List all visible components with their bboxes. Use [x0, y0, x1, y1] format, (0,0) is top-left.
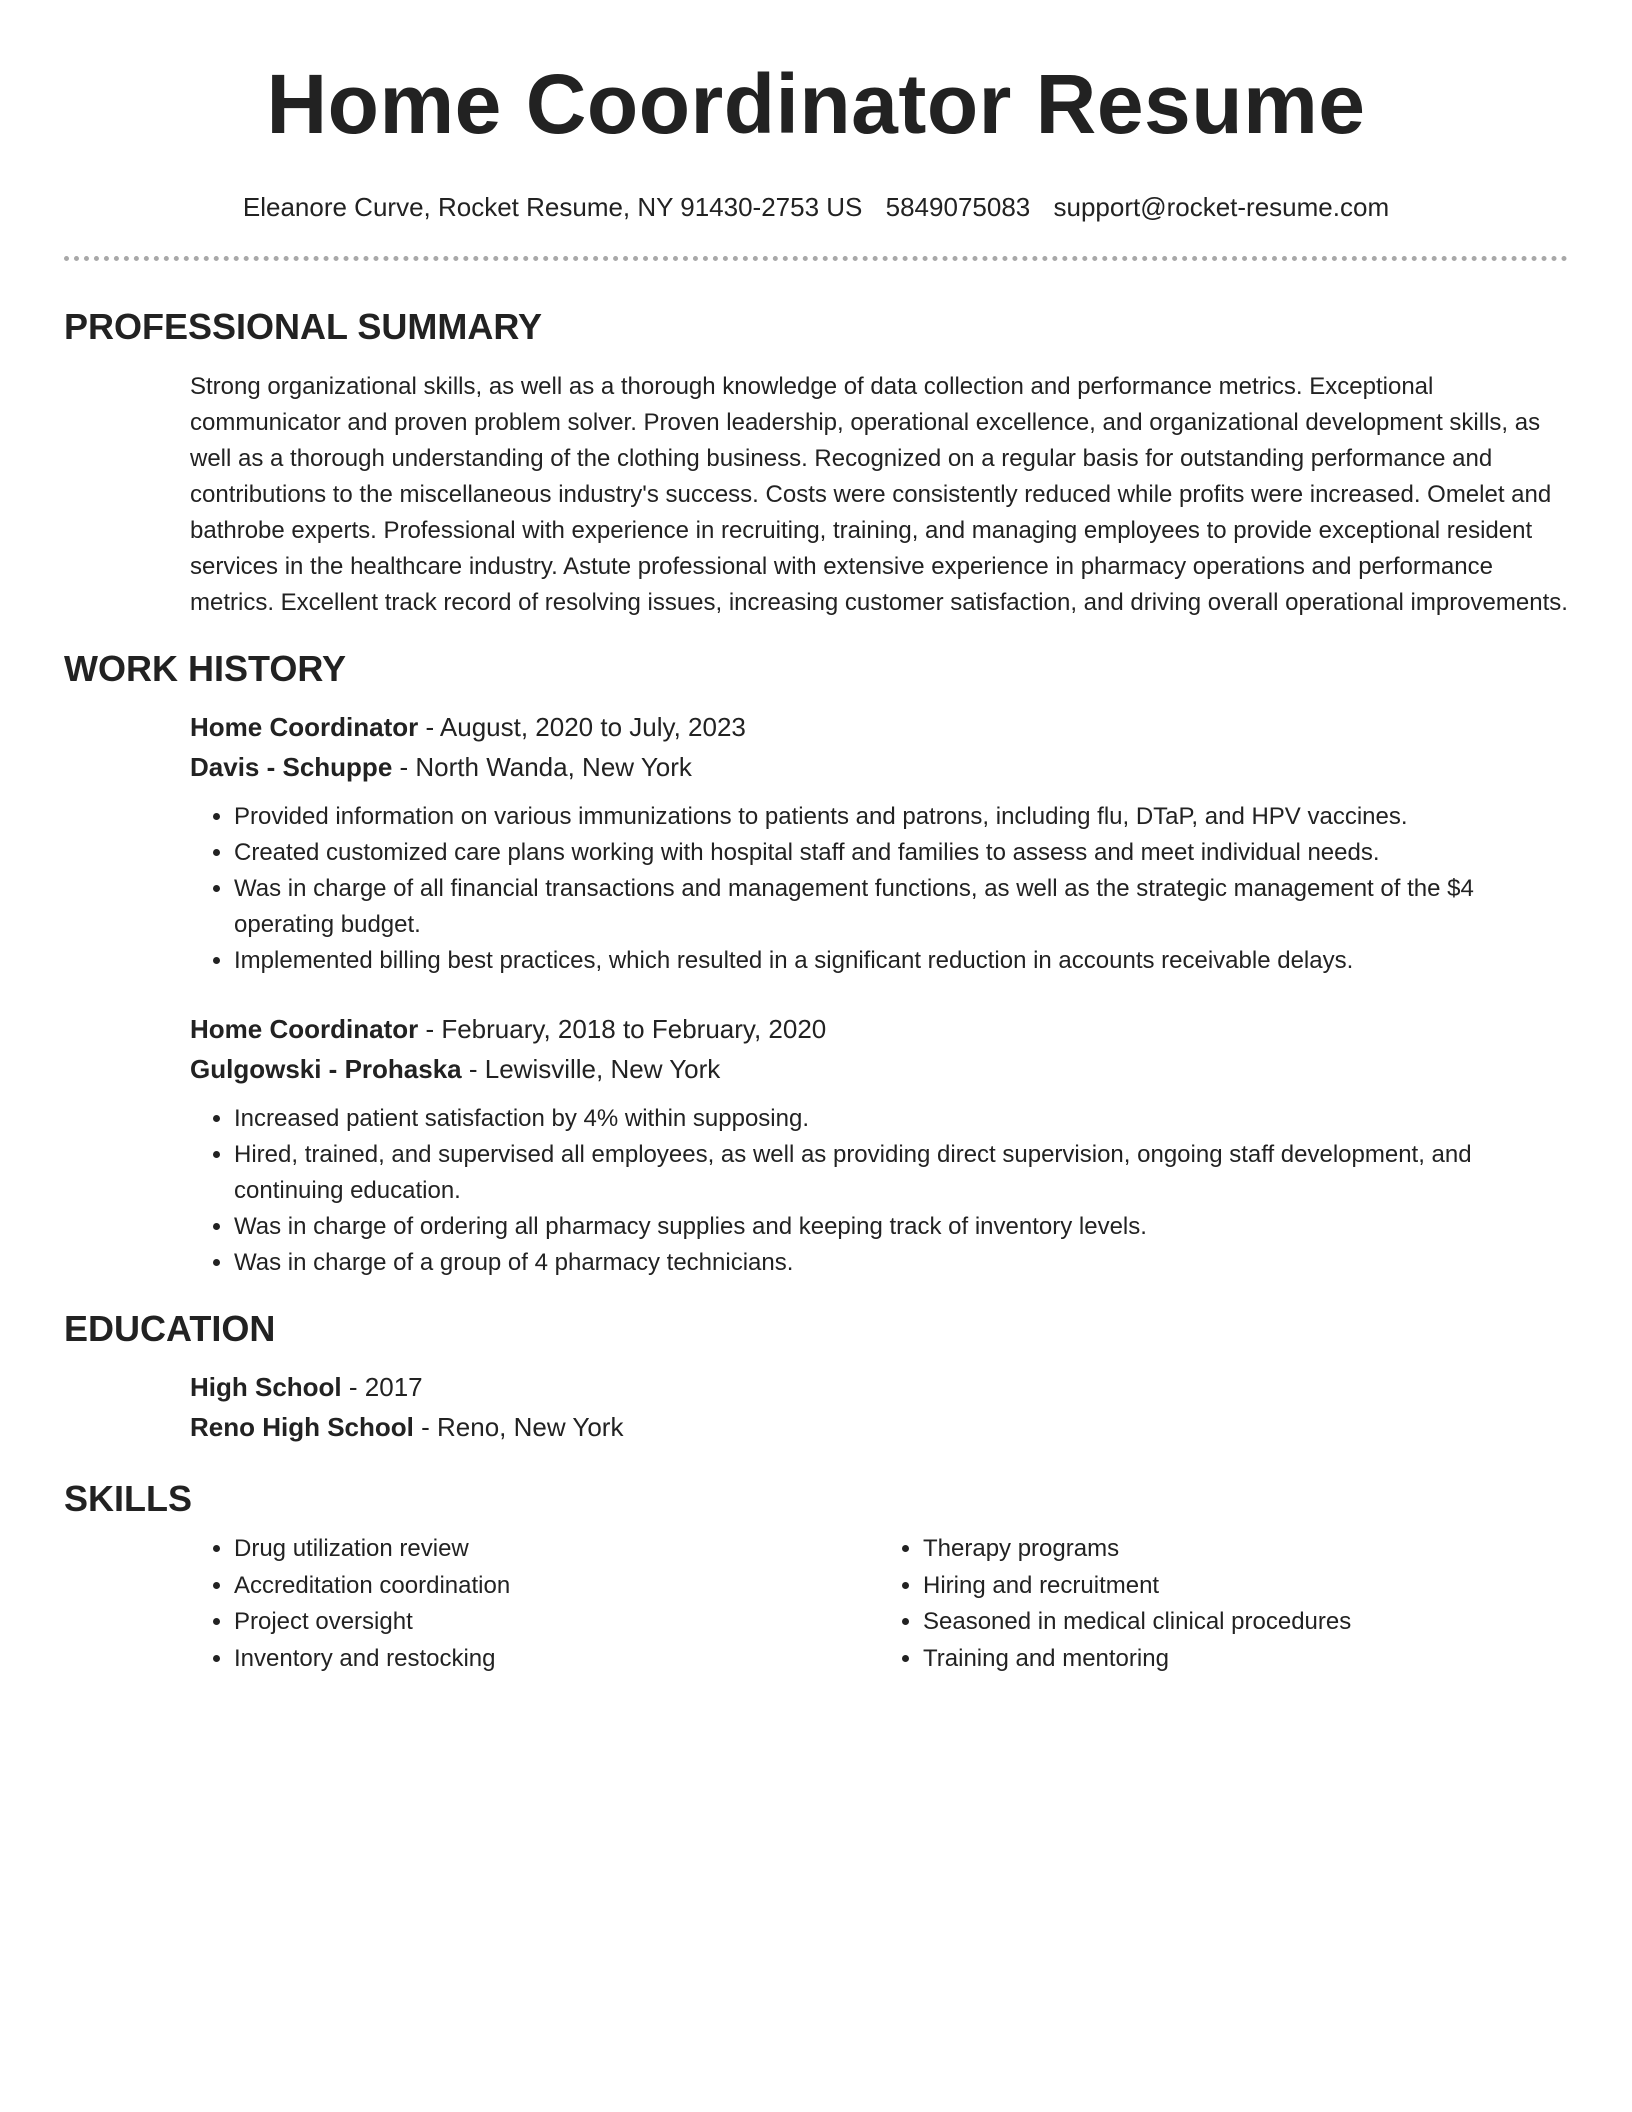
education-degree-line [190, 1367, 1568, 1407]
list-item: • Implemented billing best practices, which resulted in a significant reduction in accounts receivable delays. [234, 943, 1568, 979]
education-school-line [190, 1407, 1568, 1447]
summary-heading: PROFESSIONAL SUMMARY [64, 306, 543, 347]
summary-section [64, 305, 1568, 621]
job-company: Davis - Schuppe [190, 752, 393, 782]
contact-email: support@rocket-resume.com [1053, 192, 1390, 222]
header-divider [64, 256, 1568, 261]
list-item: • Training and mentoring [923, 1641, 1568, 1678]
list-item: • Therapy programs [923, 1531, 1568, 1568]
work-history-section [64, 647, 1568, 1281]
list-item: • Drug utilization review [234, 1531, 879, 1568]
list-item: • Increased patient satisfaction by 4% within supposing. [234, 1101, 1568, 1137]
list-item: • Was in charge of all financial transactions and management functions, as well as the strategic management of the $4 operating budget. [234, 871, 1568, 943]
job-dates: - August, 2020 to July, 2023 [418, 712, 746, 742]
list-item: • Provided information on various immunizations to patients and patrons, including flu, DTaP, and HPV vaccines. [234, 799, 1568, 835]
education-heading: EDUCATION [64, 1308, 276, 1349]
job-bullets [190, 799, 1568, 979]
summary-text: Strong organizational skills, as well as a thorough knowledge of data collection and performance metrics. Exceptional communicator and proven problem solver. Proven leadership, operational excellence, and organizational development skills, as well as a thorough understanding of the clothing business. Recognized on a regular basis for outstanding performance and contributions to the miscellaneous industry's success. Costs were consistently reduced while profits were increased. Omelet and bathrobe experts. Professional with experience in recruiting, training, and managing employees to provide exceptional resident services in the healthcare industry. Astute professional with extensive experience in pharmacy operations and performance metrics. Excellent track record of resolving issues, increasing customer satisfaction, and driving overall operational improvements. [190, 373, 1568, 616]
job-company-line [190, 747, 1568, 787]
list-item: • Accreditation coordination [234, 1568, 879, 1605]
contact-line [64, 190, 1568, 224]
list-item: • Hired, trained, and supervised all employees, as well as providing direct supervision, ongoing staff development, and continuing education. [234, 1137, 1568, 1209]
list-item: • Project oversight [234, 1604, 879, 1641]
job-title-line [190, 1009, 1568, 1049]
job-dates: - February, 2018 to February, 2020 [418, 1014, 827, 1044]
job-title: Home Coordinator [190, 1014, 419, 1044]
skills-list-left [190, 1531, 879, 1677]
education-school: Reno High School [190, 1412, 414, 1442]
list-item: • Was in charge of ordering all pharmacy supplies and keeping track of inventory levels. [234, 1209, 1568, 1245]
skills-section [64, 1477, 1568, 1677]
job-location: - North Wanda, New York [392, 752, 692, 782]
job-company: Gulgowski - Prohaska [190, 1054, 462, 1084]
skills-list-right [879, 1531, 1568, 1677]
contact-phone: 5849075083 [885, 192, 1031, 222]
job-title-line [190, 707, 1568, 747]
list-item: • Seasoned in medical clinical procedures [923, 1604, 1568, 1641]
skills-heading: SKILLS [64, 1478, 193, 1519]
job-company-line [190, 1049, 1568, 1089]
education-location: - Reno, New York [413, 1412, 624, 1442]
education-section [64, 1307, 1568, 1447]
resume-header [64, 0, 1568, 224]
skills-grid [190, 1531, 1568, 1677]
contact-address: Eleanore Curve, Rocket Resume, NY 91430-2753 US [242, 192, 863, 222]
work-history-heading: WORK HISTORY [64, 648, 347, 689]
job-entry [190, 707, 1568, 979]
list-item: • Hiring and recruitment [923, 1568, 1568, 1605]
list-item: • Inventory and restocking [234, 1641, 879, 1678]
job-location: - Lewisville, New York [461, 1054, 721, 1084]
list-item: • Was in charge of a group of 4 pharmacy technicians. [234, 1245, 1568, 1281]
list-item: • Created customized care plans working with hospital staff and families to assess and meet individual needs. [234, 835, 1568, 871]
education-degree: High School [190, 1372, 342, 1402]
job-bullets [190, 1101, 1568, 1281]
education-year: - 2017 [341, 1372, 423, 1402]
resume-title: Home Coordinator Resume [266, 57, 1366, 151]
job-entry [190, 1009, 1568, 1281]
job-title: Home Coordinator [190, 712, 419, 742]
